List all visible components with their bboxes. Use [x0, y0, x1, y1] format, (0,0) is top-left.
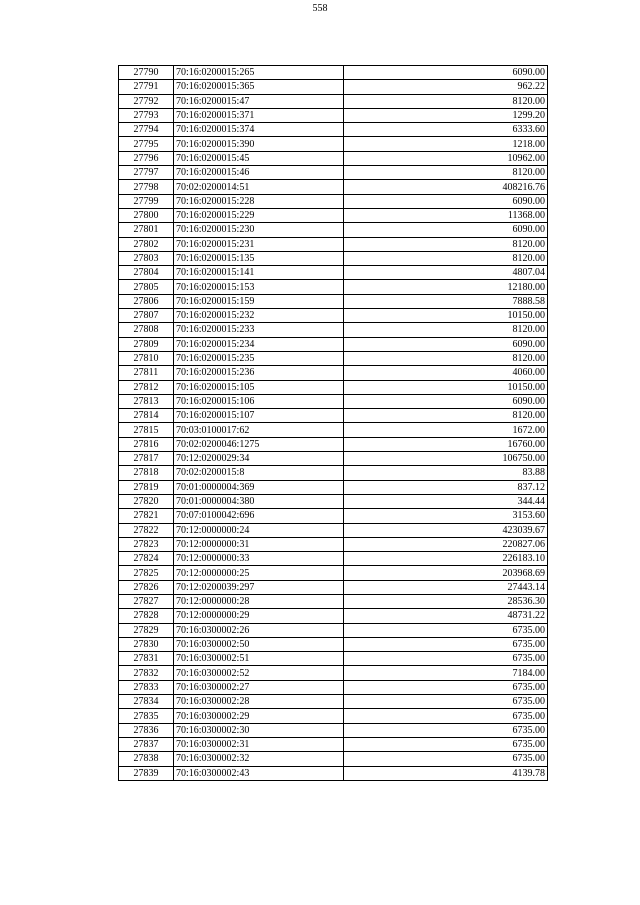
- value-cell: 12180.00: [344, 280, 548, 294]
- value-cell: 220827.06: [344, 537, 548, 551]
- cadastral-number-cell: 70:16:0200015:234: [174, 337, 344, 351]
- value-cell: 226183.10: [344, 552, 548, 566]
- table-row: [119, 509, 548, 523]
- row-number-cell: 27790: [119, 66, 174, 80]
- cadastral-number-cell: 70:16:0200015:235: [174, 351, 344, 365]
- value-cell: 1672.00: [344, 423, 548, 437]
- table-row: [119, 695, 548, 709]
- table-row: [119, 366, 548, 380]
- row-number-cell: 27802: [119, 237, 174, 251]
- cadastral-number-cell: 70:16:0200015:229: [174, 208, 344, 222]
- row-number-cell: 27818: [119, 466, 174, 480]
- cadastral-number-cell: 70:12:0000000:24: [174, 523, 344, 537]
- row-number-cell: 27826: [119, 580, 174, 594]
- table-row: [119, 737, 548, 751]
- row-number-cell: 27824: [119, 552, 174, 566]
- cadastral-number-cell: 70:02:0200046:1275: [174, 437, 344, 451]
- row-number-cell: 27795: [119, 137, 174, 151]
- table-row: [119, 466, 548, 480]
- table-row: [119, 680, 548, 694]
- table-row: [119, 637, 548, 651]
- table-row: [119, 452, 548, 466]
- cadastral-number-cell: 70:12:0000000:25: [174, 566, 344, 580]
- table-row: [119, 94, 548, 108]
- cadastral-number-cell: 70:02:0200014:51: [174, 180, 344, 194]
- table-row: [119, 723, 548, 737]
- cadastral-number-cell: 70:16:0200015:265: [174, 66, 344, 80]
- row-number-cell: 27838: [119, 752, 174, 766]
- value-cell: 4807.04: [344, 266, 548, 280]
- table-row: [119, 480, 548, 494]
- table-row: [119, 266, 548, 280]
- row-number-cell: 27839: [119, 766, 174, 780]
- value-cell: 8120.00: [344, 409, 548, 423]
- table-row: [119, 137, 548, 151]
- cadastral-number-cell: 70:16:0200015:233: [174, 323, 344, 337]
- row-number-cell: 27811: [119, 366, 174, 380]
- table-row: [119, 323, 548, 337]
- row-number-cell: 27800: [119, 208, 174, 222]
- cadastral-number-cell: 70:16:0300002:28: [174, 695, 344, 709]
- value-cell: 6735.00: [344, 623, 548, 637]
- row-number-cell: 27823: [119, 537, 174, 551]
- cadastral-number-cell: 70:16:0300002:51: [174, 652, 344, 666]
- cadastral-number-cell: 70:16:0200015:231: [174, 237, 344, 251]
- value-cell: 4139.78: [344, 766, 548, 780]
- row-number-cell: 27837: [119, 737, 174, 751]
- row-number-cell: 27820: [119, 494, 174, 508]
- table-row: [119, 280, 548, 294]
- table-row: [119, 494, 548, 508]
- cadastral-number-cell: 70:16:0200015:390: [174, 137, 344, 151]
- table-row: [119, 666, 548, 680]
- cadastral-number-cell: 70:16:0200015:230: [174, 223, 344, 237]
- cadastral-number-cell: 70:16:0200015:45: [174, 151, 344, 165]
- cadastral-number-cell: 70:16:0200015:365: [174, 80, 344, 94]
- row-number-cell: 27819: [119, 480, 174, 494]
- cadastral-number-cell: 70:16:0200015:236: [174, 366, 344, 380]
- cadastral-number-cell: 70:16:0200015:371: [174, 108, 344, 122]
- cadastral-number-cell: 70:16:0300002:50: [174, 637, 344, 651]
- table-row: [119, 309, 548, 323]
- value-cell: 6090.00: [344, 223, 548, 237]
- table-row: [119, 123, 548, 137]
- table-row: [119, 223, 548, 237]
- row-number-cell: 27813: [119, 394, 174, 408]
- cadastral-number-cell: 70:16:0200015:159: [174, 294, 344, 308]
- row-number-cell: 27798: [119, 180, 174, 194]
- table-row: [119, 552, 548, 566]
- value-cell: 408216.76: [344, 180, 548, 194]
- table-row: [119, 752, 548, 766]
- table-row: [119, 766, 548, 780]
- value-cell: 6735.00: [344, 637, 548, 651]
- row-number-cell: 27796: [119, 151, 174, 165]
- cadastral-number-cell: 70:16:0200015:47: [174, 94, 344, 108]
- row-number-cell: 27794: [119, 123, 174, 137]
- table-row: [119, 351, 548, 365]
- table-row: [119, 208, 548, 222]
- value-cell: 6090.00: [344, 66, 548, 80]
- row-number-cell: 27816: [119, 437, 174, 451]
- row-number-cell: 27817: [119, 452, 174, 466]
- cadastral-number-cell: 70:12:0000000:31: [174, 537, 344, 551]
- cadastral-number-cell: 70:07:0100042:696: [174, 509, 344, 523]
- table-row: [119, 108, 548, 122]
- value-cell: 6090.00: [344, 394, 548, 408]
- value-cell: 8120.00: [344, 351, 548, 365]
- value-cell: 344.44: [344, 494, 548, 508]
- value-cell: 837.12: [344, 480, 548, 494]
- table-row: [119, 337, 548, 351]
- row-number-cell: 27809: [119, 337, 174, 351]
- row-number-cell: 27833: [119, 680, 174, 694]
- table-row: [119, 537, 548, 551]
- table-row: [119, 437, 548, 451]
- row-number-cell: 27797: [119, 166, 174, 180]
- cadastral-number-cell: 70:16:0200015:46: [174, 166, 344, 180]
- table-row: [119, 237, 548, 251]
- cadastral-number-cell: 70:16:0200015:107: [174, 409, 344, 423]
- table-row: [119, 594, 548, 608]
- cadastral-number-cell: 70:16:0300002:30: [174, 723, 344, 737]
- cadastral-number-cell: 70:16:0300002:52: [174, 666, 344, 680]
- cadastral-number-cell: 70:16:0200015:228: [174, 194, 344, 208]
- row-number-cell: 27805: [119, 280, 174, 294]
- row-number-cell: 27821: [119, 509, 174, 523]
- table-row: [119, 423, 548, 437]
- value-cell: 6735.00: [344, 695, 548, 709]
- cadastral-number-cell: 70:16:0300002:43: [174, 766, 344, 780]
- cadastral-number-cell: 70:12:0000000:29: [174, 609, 344, 623]
- value-cell: 7184.00: [344, 666, 548, 680]
- row-number-cell: 27827: [119, 594, 174, 608]
- value-cell: 28536.30: [344, 594, 548, 608]
- row-number-cell: 27815: [119, 423, 174, 437]
- value-cell: 8120.00: [344, 237, 548, 251]
- table-row: [119, 709, 548, 723]
- table-body: [119, 66, 548, 781]
- cadastral-number-cell: 70:03:0100017:62: [174, 423, 344, 437]
- value-cell: 11368.00: [344, 208, 548, 222]
- cadastral-number-cell: 70:12:0200029:34: [174, 452, 344, 466]
- cadastral-number-cell: 70:16:0300002:31: [174, 737, 344, 751]
- cadastral-number-cell: 70:12:0000000:28: [174, 594, 344, 608]
- value-cell: 6090.00: [344, 194, 548, 208]
- value-cell: 8120.00: [344, 251, 548, 265]
- cadastral-number-cell: 70:16:0300002:32: [174, 752, 344, 766]
- value-cell: 423039.67: [344, 523, 548, 537]
- cadastral-number-cell: 70:16:0200015:105: [174, 380, 344, 394]
- cadastral-number-cell: 70:12:0000000:33: [174, 552, 344, 566]
- table-row: [119, 151, 548, 165]
- value-cell: 6333.60: [344, 123, 548, 137]
- value-cell: 10150.00: [344, 309, 548, 323]
- row-number-cell: 27814: [119, 409, 174, 423]
- cadastral-number-cell: 70:16:0200015:135: [174, 251, 344, 265]
- cadastral-number-cell: 70:16:0200015:141: [174, 266, 344, 280]
- value-cell: 8120.00: [344, 166, 548, 180]
- value-cell: 6735.00: [344, 752, 548, 766]
- row-number-cell: 27812: [119, 380, 174, 394]
- cadastral-number-cell: 70:16:0300002:26: [174, 623, 344, 637]
- row-number-cell: 27832: [119, 666, 174, 680]
- row-number-cell: 27799: [119, 194, 174, 208]
- value-cell: 6735.00: [344, 723, 548, 737]
- value-cell: 7888.58: [344, 294, 548, 308]
- value-cell: 48731.22: [344, 609, 548, 623]
- row-number-cell: 27835: [119, 709, 174, 723]
- cadastral-number-cell: 70:16:0200015:374: [174, 123, 344, 137]
- table-row: [119, 166, 548, 180]
- table-row: [119, 66, 548, 80]
- value-cell: 962.22: [344, 80, 548, 94]
- cadastral-number-cell: 70:02:0200015:8: [174, 466, 344, 480]
- table-row: [119, 380, 548, 394]
- cadastral-number-cell: 70:16:0300002:29: [174, 709, 344, 723]
- table-row: [119, 523, 548, 537]
- row-number-cell: 27834: [119, 695, 174, 709]
- data-table: [118, 65, 548, 781]
- value-cell: 6735.00: [344, 680, 548, 694]
- row-number-cell: 27801: [119, 223, 174, 237]
- row-number-cell: 27829: [119, 623, 174, 637]
- value-cell: 1218.00: [344, 137, 548, 151]
- row-number-cell: 27792: [119, 94, 174, 108]
- value-cell: 16760.00: [344, 437, 548, 451]
- table-row: [119, 566, 548, 580]
- value-cell: 10150.00: [344, 380, 548, 394]
- value-cell: 106750.00: [344, 452, 548, 466]
- cadastral-number-cell: 70:12:0200039:297: [174, 580, 344, 594]
- row-number-cell: 27808: [119, 323, 174, 337]
- row-number-cell: 27836: [119, 723, 174, 737]
- value-cell: 10962.00: [344, 151, 548, 165]
- value-cell: 83.88: [344, 466, 548, 480]
- row-number-cell: 27828: [119, 609, 174, 623]
- cadastral-number-cell: 70:16:0300002:27: [174, 680, 344, 694]
- table-row: [119, 580, 548, 594]
- table-row: [119, 180, 548, 194]
- cadastral-number-cell: 70:01:0000004:369: [174, 480, 344, 494]
- row-number-cell: 27804: [119, 266, 174, 280]
- table-row: [119, 294, 548, 308]
- value-cell: 4060.00: [344, 366, 548, 380]
- table-row: [119, 623, 548, 637]
- cadastral-number-cell: 70:01:0000004:380: [174, 494, 344, 508]
- value-cell: 6735.00: [344, 737, 548, 751]
- value-cell: 8120.00: [344, 94, 548, 108]
- cadastral-number-cell: 70:16:0200015:106: [174, 394, 344, 408]
- value-cell: 3153.60: [344, 509, 548, 523]
- table-row: [119, 251, 548, 265]
- row-number-cell: 27793: [119, 108, 174, 122]
- page-number: 558: [312, 3, 328, 14]
- table-row: [119, 652, 548, 666]
- value-cell: 6735.00: [344, 652, 548, 666]
- row-number-cell: 27803: [119, 251, 174, 265]
- value-cell: 6090.00: [344, 337, 548, 351]
- row-number-cell: 27825: [119, 566, 174, 580]
- table-row: [119, 409, 548, 423]
- table-row: [119, 80, 548, 94]
- table-row: [119, 194, 548, 208]
- row-number-cell: 27830: [119, 637, 174, 651]
- value-cell: 8120.00: [344, 323, 548, 337]
- row-number-cell: 27791: [119, 80, 174, 94]
- row-number-cell: 27806: [119, 294, 174, 308]
- row-number-cell: 27810: [119, 351, 174, 365]
- row-number-cell: 27822: [119, 523, 174, 537]
- cadastral-number-cell: 70:16:0200015:153: [174, 280, 344, 294]
- cadastral-number-cell: 70:16:0200015:232: [174, 309, 344, 323]
- row-number-cell: 27807: [119, 309, 174, 323]
- table-row: [119, 394, 548, 408]
- value-cell: 27443.14: [344, 580, 548, 594]
- table-row: [119, 609, 548, 623]
- row-number-cell: 27831: [119, 652, 174, 666]
- value-cell: 6735.00: [344, 709, 548, 723]
- value-cell: 1299.20: [344, 108, 548, 122]
- value-cell: 203968.69: [344, 566, 548, 580]
